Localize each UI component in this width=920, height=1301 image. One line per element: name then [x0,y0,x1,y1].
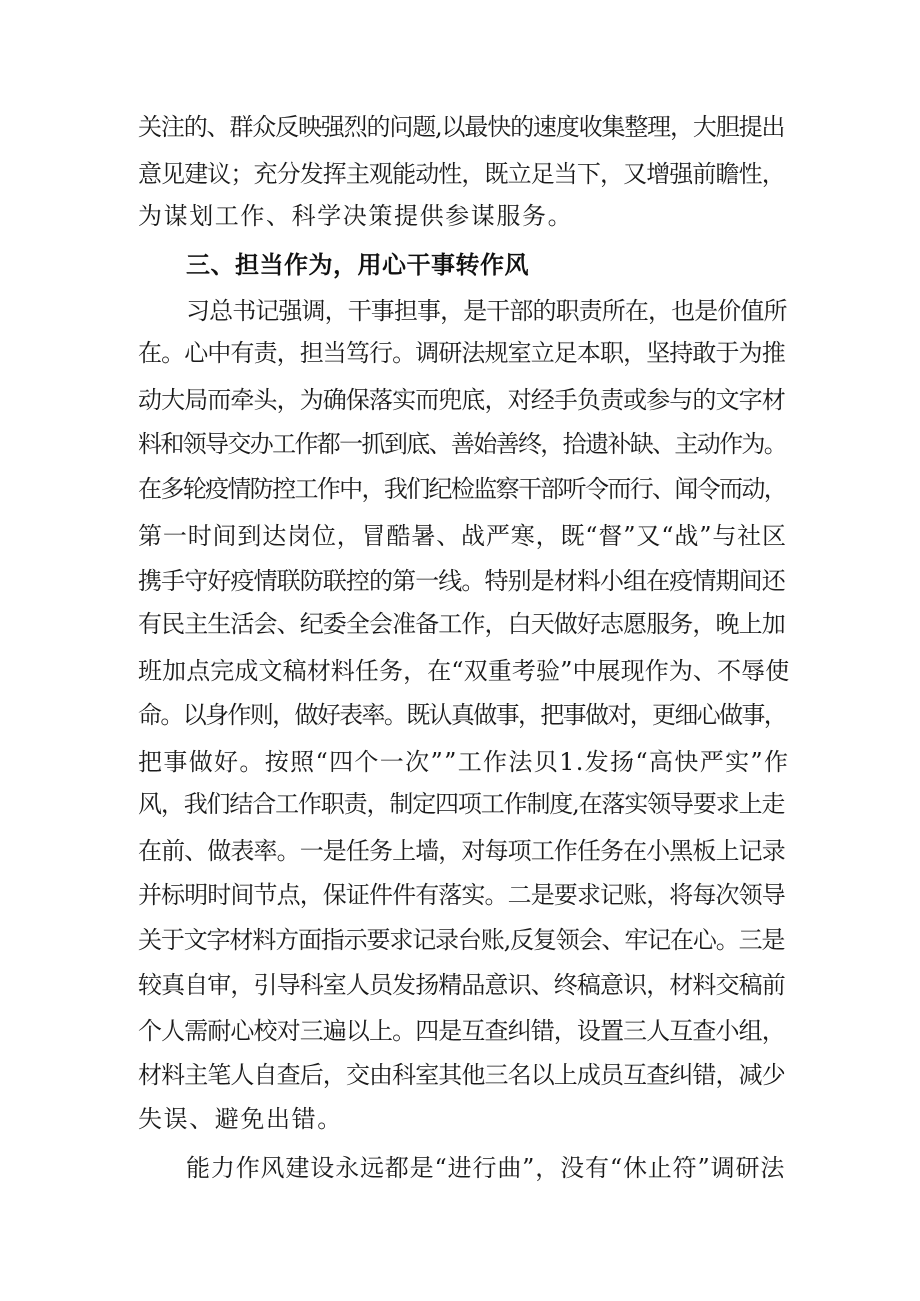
paragraph-line: 在前、做表率。一是任务上墙，对每项工作任务在小黑板上记录 [138,837,785,865]
paragraph-line: 个人需耐心校对三遍以上。四是互查纠错，设置三人互查小组， [138,1017,785,1045]
paragraph-line: 第一时间到达岗位，冒酷暑、战严寒，既“督”又“战”与社区 [138,522,787,550]
paragraph-line: 料和领导交办工作都一抓到底、善始善终，拾遗补缺、主动作为。 [138,430,787,458]
paragraph-line: 携手守好疫情联防联控的第一线。特别是材料小组在疫情期间还 [138,567,785,595]
paragraph-line: 并标明时间节点，保证件件有落实。二是要求记账，将每次领导 [138,881,785,909]
paragraph-line: 关于文字材料方面指示要求记录台账,反复领会、牢记在心。三是 [138,926,785,954]
paragraph-line: 有民主生活会、纪委全会准备工作，白天做好志愿服务，晚上加 [138,610,785,638]
paragraph-line: 在多轮疫情防控工作中，我们纪检监察干部听令而行、闻令而动， [138,475,787,503]
paragraph-line: 动大局而牵头，为确保落实而兜底，对经手负责或参与的文字材 [138,386,785,414]
paragraph-line: 在。心中有责，担当笃行。调研法规室立足本职，坚持敢于为推 [138,339,785,367]
paragraph-line: 习总书记强调，干事担事，是干部的职责所在，也是价值所 [186,297,787,325]
paragraph-line: 能力作风建设永远都是“进行曲”，没有“休止符”调研法 [186,1154,786,1182]
paragraph-line: 失误、避免出错。 [138,1105,343,1133]
paragraph-line: 把事做好。按照“四个一次””工作法贝1.发扬“高快严实”作 [138,748,790,776]
paragraph-line: 风，我们结合工作职责，制定四项工作制度,在落实领导要求上走 [138,790,785,818]
section-heading: 三、担当作为，用心干事转作风 [186,251,529,279]
paragraph-line: 班加点完成文稿材料任务，在“双重考验”中展现作为、不辱使 [138,657,790,685]
paragraph-line: 较真自审，引导科室人员发扬精品意识、终稿意识，材料交稿前 [138,971,785,999]
paragraph-line: 意见建议；充分发挥主观能动性，既立足当下，又增强前瞻性， [138,160,785,188]
paragraph-line: 材料主笔人自查后，交由科室其他三名以上成员互查纠错，减少 [138,1061,785,1089]
paragraph-line: 关注的、群众反映强烈的问题,以最快的速度收集整理，大胆提出 [138,113,785,141]
paragraph-line: 为谋划工作、科学决策提供参谋服务。 [138,202,574,230]
paragraph-line: 命。以身作则，做好表率。既认真做事，把事做对，更细心做事， [138,701,787,729]
